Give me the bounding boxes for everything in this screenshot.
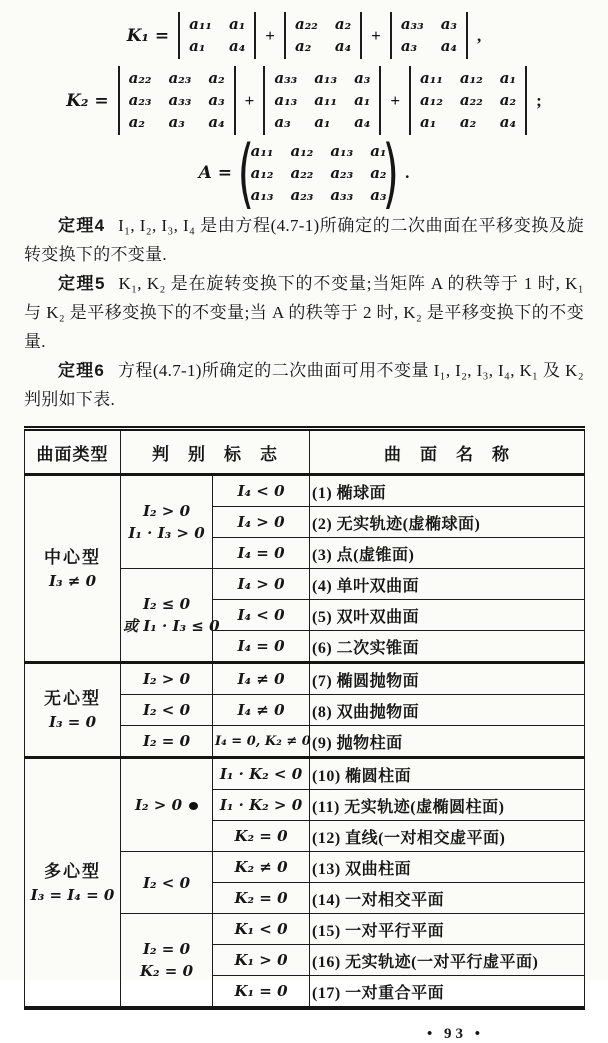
surface-name-cell: (1) 椭球面 — [310, 475, 585, 507]
matrix-entry: a₁ — [370, 141, 387, 160]
subcondition-cell: I₂ > 0 — [121, 758, 213, 852]
matrix-entry: a₁₂ — [290, 141, 314, 160]
plus-operator: + — [371, 25, 381, 45]
flag-cell: I₄ = 0 — [213, 538, 310, 569]
table-header-row — [25, 429, 585, 475]
matrix-entry: a₂ — [459, 113, 477, 131]
matrix-entry: a₄ — [229, 37, 246, 55]
group-noncentral-type — [25, 663, 121, 758]
plus-operator: + — [390, 90, 401, 110]
matrix-entry: a₂₂ — [459, 91, 483, 109]
matrix-entry: a₁₂ — [250, 163, 274, 182]
flag-cell: K₁ > 0 — [213, 945, 310, 976]
theorem-6-label: 定理6 — [58, 361, 105, 380]
flag-cell: I₄ > 0 — [213, 507, 310, 538]
matrix-entry: a₂₃ — [168, 69, 192, 87]
header-surface-name: 曲 面 名 称 — [310, 429, 585, 475]
matrix-entry: a₁ — [189, 37, 206, 55]
surface-name-cell: (11) 无实轨迹(虚椭圆柱面) — [310, 790, 585, 821]
flag-cell: K₂ = 0 — [213, 821, 310, 852]
matrix-entry: a₂₃ — [330, 163, 354, 182]
matrix-entry: a₃₃ — [400, 15, 424, 33]
group-name: 无心型 — [44, 689, 101, 708]
surface-name-cell: (4) 单叶双曲面 — [310, 569, 585, 600]
surface-classification-table — [24, 426, 585, 1010]
comma: , — [476, 25, 482, 45]
matrix-entry: a₂₂ — [294, 15, 318, 33]
formula-k2 — [24, 66, 584, 135]
theorem-5-label: 定理5 — [58, 274, 106, 293]
theorem-4-text: I₁, I₂, I₃, I₄ 是由方程(4.7-1)所确定的二次曲面在平移变换及旋转变换下的不变量. — [24, 216, 584, 264]
matrix-entry: a₂₂ — [128, 69, 152, 87]
matrix-entry: a₃₃ — [274, 69, 298, 87]
theorem-6-text: 方程(4.7-1)所确定的二次曲面可用不变量 I₁, I₂, I₃, I₄, K₁ 及 K₂ 判别如下表. — [24, 361, 584, 409]
theorem-4 — [24, 211, 584, 269]
surface-name-cell: (13) 双曲柱面 — [310, 852, 585, 883]
plus-operator: + — [244, 90, 255, 110]
matrix-entry: a₄ — [499, 113, 517, 131]
matrix-entry: a₂₂ — [290, 163, 314, 182]
matrix-entry: a₃₃ — [330, 185, 354, 204]
matrix-entry: a₂ — [128, 113, 145, 131]
flag-cell: K₁ = 0 — [213, 976, 310, 1009]
flag-cell: K₂ ≠ 0 — [213, 852, 310, 883]
determinant-k1-1 — [178, 12, 256, 59]
table-row — [25, 663, 585, 695]
formula-k1 — [24, 12, 584, 59]
matrix-entry: a₁₁ — [189, 15, 212, 33]
group-multicenter-type — [25, 758, 121, 1009]
subcondition-cell: I₂ = 0 K₂ = 0 — [121, 914, 213, 1009]
matrix-entry: a₃ — [208, 91, 225, 109]
subcondition-cell: I₂ > 0 — [121, 663, 213, 695]
determinant-k2-2 — [263, 66, 381, 135]
group-name: 多心型 — [44, 861, 101, 881]
surface-name-cell: (3) 点(虚锥面) — [310, 538, 585, 569]
matrix-entry: a₁₃ — [330, 141, 354, 160]
ink-blob — [189, 802, 198, 810]
matrix-entry: a₄ — [354, 113, 371, 131]
group-condition: I₃ = I₄ = 0 — [30, 885, 115, 904]
right-paren: ) — [383, 128, 400, 217]
subcondition-cell: I₂ < 0 — [121, 852, 213, 914]
theorem-5-text: K₁, K₂ 是在旋转变换下的不变量;当矩阵 A 的秩等于 1 时, K₁ 与 K₂ 是平移变换下的不变量;当 A 的秩等于 2 时, K₂ 是平移变换下的不变量. — [24, 274, 584, 351]
flag-cell: I₁ · K₂ > 0 — [213, 790, 310, 821]
flag-cell: K₂ = 0 — [213, 883, 310, 914]
group-central-type — [25, 475, 121, 663]
flag-cell: I₄ < 0 — [213, 600, 310, 631]
matrix-entry: a₃ — [274, 113, 291, 131]
matrix-entry: a₂₃ — [128, 91, 152, 109]
matrix-entry: a₂ — [334, 15, 352, 33]
header-criteria: 判 别 标 志 — [121, 429, 310, 475]
k1-lhs: K₁ = — [126, 25, 170, 46]
surface-name-cell: (15) 一对平行平面 — [310, 914, 585, 945]
matrix-entry: a₄ — [208, 113, 225, 131]
matrix-entry: a₃ — [168, 113, 185, 131]
surface-name-cell: (9) 抛物柱面 — [310, 726, 585, 758]
matrix-entry: a₄ — [334, 37, 352, 55]
matrix-entry: a₁ — [499, 69, 517, 87]
matrix-entry: a₃ — [354, 69, 371, 87]
surface-name-cell: (17) 一对重合平面 — [310, 976, 585, 1009]
theorem-6 — [24, 356, 584, 414]
matrix-entry: a₂ — [294, 37, 312, 55]
matrix-entry: a₂ — [370, 163, 387, 182]
surface-name-cell: (5) 双叶双曲面 — [310, 600, 585, 631]
formula-matrix-a — [24, 128, 584, 217]
subcondition-cell: I₂ = 0 — [121, 726, 213, 758]
table-row — [25, 758, 585, 790]
a-lhs: A = — [198, 163, 232, 183]
matrix-entry: a₁₁ — [250, 141, 274, 160]
header-surface-type: 曲面类型 — [25, 429, 121, 475]
group-condition: I₃ = 0 — [48, 713, 97, 731]
group-condition: I₃ ≠ 0 — [48, 571, 97, 590]
matrix-entry: a₁₃ — [250, 185, 274, 204]
table-row — [25, 475, 585, 507]
k2-lhs: K₂ = — [66, 90, 109, 111]
subcondition-cell: I₂ ≤ 0 或 I₁ · I₃ ≤ 0 — [121, 569, 213, 663]
determinant-k1-2 — [284, 12, 362, 59]
surface-name-cell: (12) 直线(一对相交虚平面) — [310, 821, 585, 852]
matrix-entry: a₃ — [370, 185, 387, 204]
matrix-entry: a₂ — [499, 91, 517, 109]
matrix-entry: a₁ — [354, 91, 371, 109]
group-name: 中心型 — [44, 547, 101, 567]
determinant-k1-3 — [390, 12, 468, 59]
theorem-5 — [24, 269, 584, 356]
matrix-entry: a₂ — [208, 69, 225, 87]
surface-name-cell: (14) 一对相交平面 — [310, 883, 585, 914]
surface-name-cell: (6) 二次实锥面 — [310, 631, 585, 663]
flag-cell: I₁ · K₂ < 0 — [213, 758, 310, 790]
matrix-entry: a₁₃ — [274, 91, 298, 109]
flag-cell: I₄ ≠ 0 — [213, 695, 310, 726]
determinant-k2-1 — [118, 66, 236, 135]
plus-operator: + — [265, 25, 275, 45]
subcondition-cell: I₂ > 0 I₁ · I₃ > 0 — [121, 475, 213, 569]
flag-cell: I₄ < 0 — [213, 475, 310, 507]
page-number: • 93 • — [426, 1026, 484, 1042]
matrix-entry: a₁₁ — [314, 91, 338, 109]
surface-name-cell: (8) 双曲抛物面 — [310, 695, 585, 726]
matrix-entry: a₁₂ — [420, 91, 443, 109]
flag-cell: K₁ < 0 — [213, 914, 310, 945]
matrix-entry: a₁ — [314, 113, 331, 131]
left-paren: ( — [237, 128, 254, 217]
matrix-entry: a₁ — [420, 113, 437, 131]
surface-name-cell: (16) 无实轨迹(一对平行虚平面) — [310, 945, 585, 976]
matrix-entry: a₁₃ — [314, 69, 338, 87]
flag-cell: I₄ ≠ 0 — [213, 663, 310, 695]
determinant-k2-3 — [409, 66, 527, 135]
matrix-entry: a₁ — [229, 15, 246, 33]
flag-cell: I₄ = 0 — [213, 631, 310, 663]
matrix-entry: a₁₁ — [420, 69, 443, 87]
flag-cell: I₄ = 0, K₂ ≠ 0 — [213, 726, 310, 758]
flag-cell: I₄ > 0 — [213, 569, 310, 600]
matrix-entry: a₄ — [440, 37, 457, 55]
surface-name-cell: (10) 椭圆柱面 — [310, 758, 585, 790]
theorem-4-label: 定理4 — [58, 216, 106, 235]
matrix-entry: a₂₃ — [290, 185, 314, 204]
matrix-entry: a₃₃ — [168, 91, 192, 109]
subcondition-cell: I₂ < 0 — [121, 695, 213, 726]
page-content — [0, 12, 608, 1043]
matrix-entry: a₁₂ — [459, 69, 483, 87]
matrix-entry: a₃ — [400, 37, 418, 55]
semicolon: ; — [536, 90, 542, 110]
matrix-entry: a₃ — [440, 15, 457, 33]
surface-name-cell: (2) 无实轨迹(虚椭球面) — [310, 507, 585, 538]
matrix-a-body — [237, 128, 400, 217]
surface-name-cell: (7) 椭圆抛物面 — [310, 663, 585, 695]
period: . — [405, 163, 410, 182]
